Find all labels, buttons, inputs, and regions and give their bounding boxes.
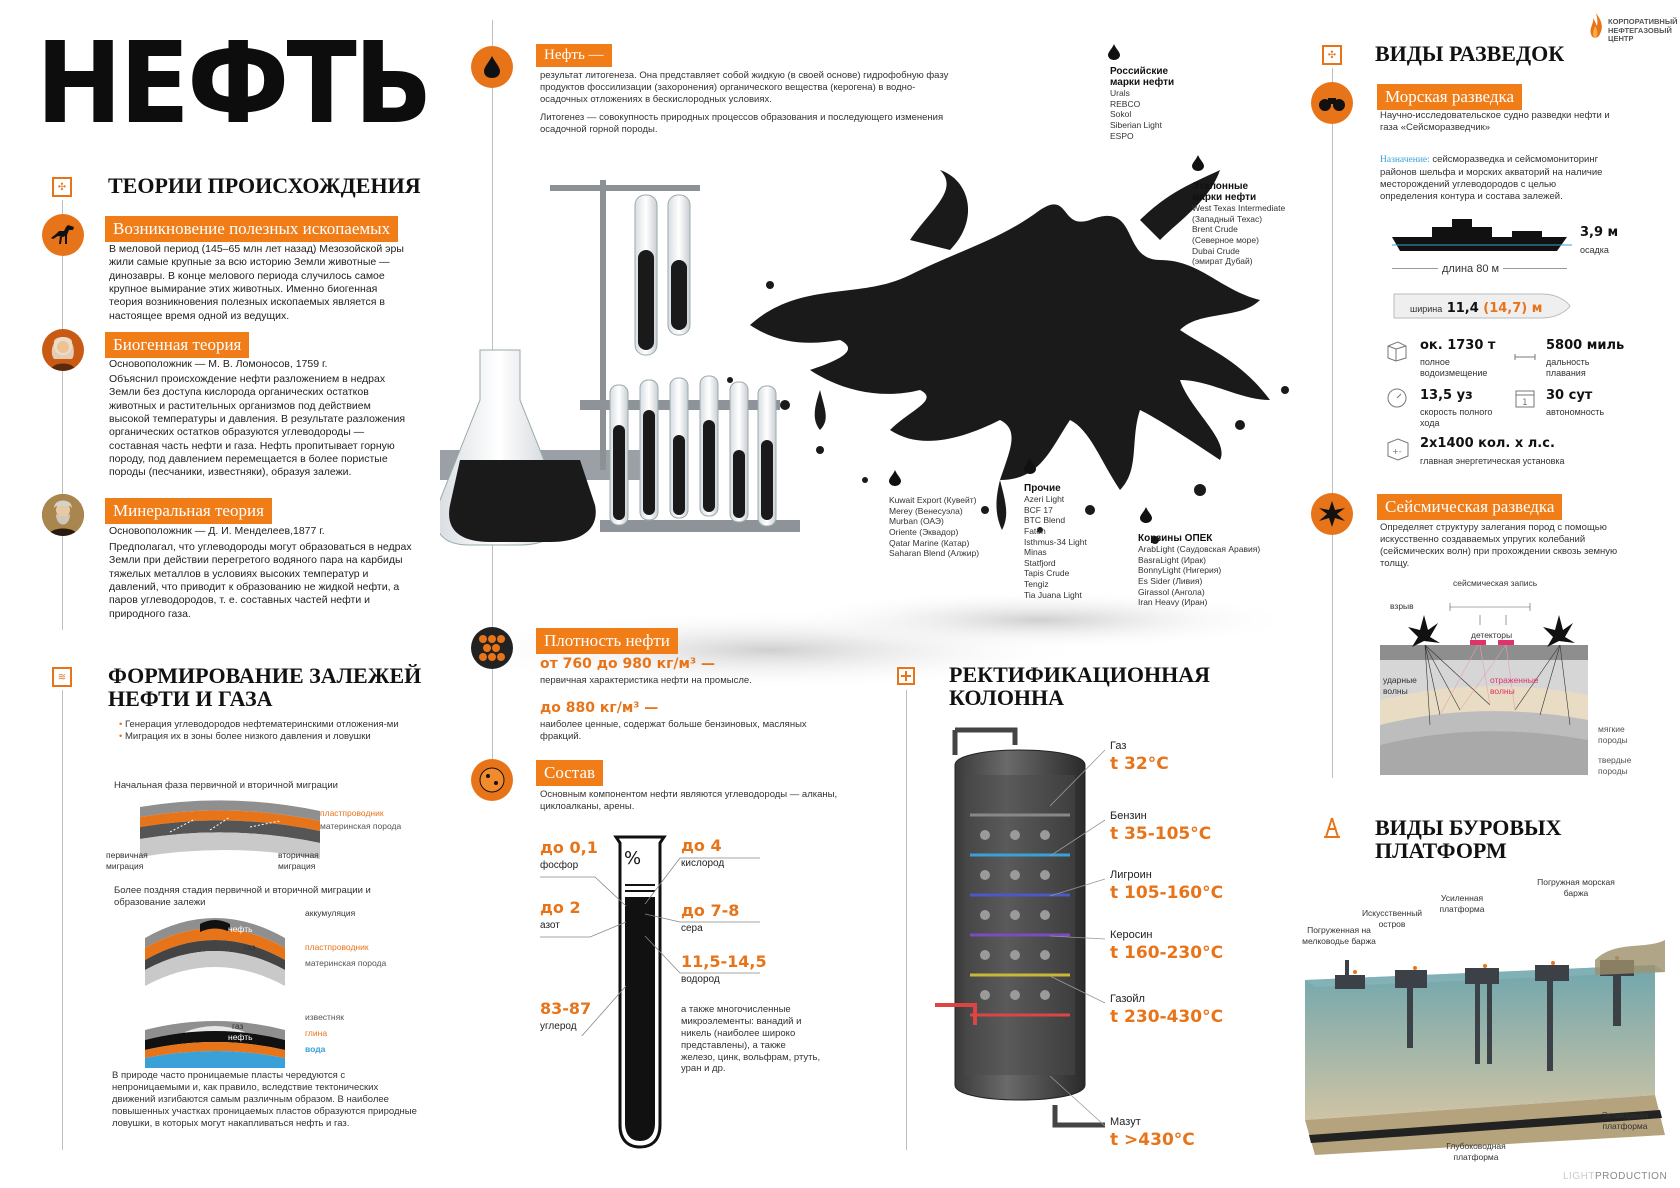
seismic-label: сейсмическая запись [1453, 578, 1538, 588]
dinosaur-icon [42, 214, 84, 256]
platform-label: Эстакадная платформа [1601, 1110, 1649, 1131]
seismic-label: взрыв [1390, 601, 1414, 611]
formation-bullets [109, 719, 419, 743]
definition-text-1: результат литогенеза. Она представляет собой жидкую (в своей основе) гидрофобную фазу продуктов фоссилизации (захоронения) органического вещества (керогена) в водно-осадочных отложениях в бескислородных условиях. [540, 70, 949, 105]
marks-reference: Эталонные марки нефти West Texas Intermediate (Западный Техас) Brent Crude (Северное море) Dubai Crude (эмират Дубай) [1192, 181, 1286, 267]
theory-2-text: Объяснил происхождение нефти разложением в недрах Земли без доступа кислорода органических остатков животных и растительных организмов под действием высокой температуры и давления. В результате разложения органических остатков образуются углеводороды — составная часть нефти и газа. Нефть пропитывает горную породу, под давлением перемещается в более пористые породы (песчаники, известняки), образуя залежи. [109, 373, 406, 479]
density-text-1: первичная характеристика нефти на промысле. [540, 675, 752, 686]
percent-label: % [624, 848, 642, 869]
fraction-temp: t 230-430°C [1110, 1007, 1224, 1027]
platform-label: Глубоководная платформа [1446, 1141, 1506, 1162]
fraction-leaders [1050, 746, 1112, 1146]
d1-label: вторичная миграция [278, 850, 319, 871]
gauge-icon [1386, 387, 1408, 414]
calendar-icon [1514, 387, 1536, 414]
stat-label: автономность [1546, 407, 1605, 417]
theory-1-title: Возникновение полезных ископаемых [105, 216, 398, 242]
fraction-name: Керосин [1110, 929, 1153, 941]
logo [1587, 12, 1605, 47]
d3-label: известняк [305, 1012, 344, 1022]
seismic-label: твердые породы [1598, 755, 1632, 776]
formation-bullet: • Генерация углеводородов нефтематеринскими отложения-ми [119, 719, 419, 731]
credit: LIGHTPRODUCTION [1563, 1171, 1668, 1182]
density-value-1: от 760 до 980 кг/м³ — [540, 656, 715, 672]
oil-drop-icon [1108, 44, 1120, 65]
length-label: длина 80 м [1438, 263, 1503, 276]
theory-2-founder: Основоположник — М. В. Ломоносов, 1759 г. [109, 358, 328, 370]
seismic-text: Определяет структуру залегания пород с помощью искусственно создаваемых упругих колебаний (сейсмических волн) при прохождении сквозь земную толщу. [1380, 522, 1618, 569]
cube-icon [1386, 340, 1408, 367]
flame-icon [1587, 12, 1605, 42]
density-tag: Плотность нефти [536, 628, 678, 654]
stat-value: ок. 1730 т [1420, 338, 1496, 353]
d3-label: нефть [228, 1032, 253, 1042]
comp-label: водород [681, 974, 720, 985]
comp-label: сера [681, 923, 703, 934]
stat-label: скорость полного хода [1420, 407, 1493, 428]
composition-leaders [540, 856, 760, 1036]
comp-label: кислород [681, 858, 725, 869]
comp-value: до 7-8 [681, 901, 740, 920]
oil-drop-icon [1192, 155, 1204, 176]
theory-3-text: Предполагал, что углеводороды могут образоваться в недрах Земли при действии перегретого водяного пара на карбиды тяжелых металлов в условиях высоких температур и давлений, что приводит к образованию не жидкой нефти, а паров углеводородов, т. е. составных частей нефти и природного газа. [109, 541, 412, 620]
density-value-2: до 880 кг/м³ — [540, 700, 659, 716]
micro-elements: а также многочисленные микроэлементы: ванадий и никель (наиболее широко представлены), а также железо, цинк, вольфрам, ртуть, уран и др. [681, 1004, 821, 1075]
stat-value: 2х1400 кол. х л.с. [1420, 436, 1555, 451]
stat-label: главная энергетическая установка [1420, 456, 1565, 466]
d1-label: пластпроводник [320, 808, 384, 818]
marks-other-left: Kuwait Export (Кувейт) Merey (Венесуэла) Murban (ОАЭ) Oriente (Эквадор) Qatar Marine (Катар) Saharan Blend (Алжир) [889, 495, 980, 559]
stat-value: 13,5 уз [1420, 388, 1473, 403]
oil-drop-icon [889, 470, 901, 491]
ship-side-view [1392, 217, 1572, 257]
fraction-name: Газойл [1110, 993, 1145, 1005]
definition-tag: Нефть — [536, 44, 612, 67]
composition-text: Основным компонентом нефти являются углеводороды — алканы, циклоалканы, арены. [540, 789, 838, 812]
fraction-temp: t 160-230°C [1110, 943, 1224, 963]
d2-label: нефть [228, 924, 253, 934]
comp-value: до 4 [681, 836, 722, 855]
comp-value: до 0,1 [540, 838, 598, 857]
fraction-name: Мазут [1110, 1116, 1141, 1128]
seismic-label: отраженные волны [1490, 675, 1539, 696]
blast-icon [1311, 493, 1353, 535]
migration-diagram-2 [145, 908, 285, 988]
fraction-temp: t 35-105°C [1110, 824, 1212, 844]
trap-diagram [145, 1012, 285, 1068]
formation-line [62, 690, 63, 1150]
lomonosov-portrait [42, 329, 84, 371]
comp-label: азот [540, 920, 560, 931]
column-heading: РЕКТИФИКАЦИОННАЯ КОЛОННА [949, 662, 1211, 711]
seismic-tag: Сейсмическая разведка [1377, 494, 1562, 520]
stat-value: 30 сут [1546, 388, 1593, 403]
d3-label: газ [232, 1021, 244, 1031]
timeline-line [62, 200, 63, 630]
marks-other: Прочие Azeri Light BCF 17 BTC Blend Fateh Isthmus-34 Light Minas Statfjord Tapis Crude Tengiz Tia Juana Light [1024, 483, 1087, 600]
exploration-heading: ВИДЫ РАЗВЕДОК [1375, 41, 1565, 66]
formation-bullet: • Миграция их в зоны более низкого давления и ловушки [119, 731, 419, 743]
binoculars-icon [1311, 82, 1353, 124]
d1-label: первичная миграция [106, 850, 148, 871]
theory-2-title: Биогенная теория [105, 332, 249, 358]
definition-text-2: Литогенез — совокупность природных процессов образования и последующего изменения осадочной горной породы. [540, 112, 944, 135]
d3-label: вода [305, 1044, 326, 1054]
grid-icon: ✣ [1322, 45, 1342, 65]
oil-drop-icon [471, 46, 513, 88]
oil-drop-icon [1024, 458, 1036, 479]
page-title: НЕФТЬ [36, 19, 430, 149]
marks-opec: Корзины ОПЕК ArabLight (Саудовская Аравия) BasraLight (Ирак) BonnyLight (Нигерия) Es Sider (Ливия) Girassol (Ангола) Iran Heavy (Иран) [1138, 533, 1261, 608]
column-line [906, 690, 907, 1150]
seismic-label: детекторы [1471, 630, 1513, 640]
d2-label: пластпроводник [305, 942, 369, 952]
fraction-temp: t >430°C [1110, 1130, 1195, 1150]
right-line [1332, 68, 1333, 778]
platform-label: Усиленная платформа [1439, 893, 1485, 914]
draft-label: осадка [1580, 245, 1609, 255]
marine-purpose: Назначение: сейсморазведка и сейсмомониторинг районов шельфа и морских акваторий на наличие месторождений углеводородов с целью определения контура и состава залежей. [1380, 154, 1603, 202]
marks-russian: Российские марки нефти Urals REBCO Sokol Siberian Light ESPO [1110, 66, 1175, 141]
density-text-2: наиболее ценные, содержат больше бензиновых, масляных фракций. [540, 719, 807, 742]
logo-text: КОРПОРАТИВНЫЙ НЕФТЕГАЗОВЫЙ ЦЕНТР [1608, 17, 1678, 44]
width-readout: ширина 11,4 (14,7) м [1410, 301, 1543, 316]
grid-icon: ✣ [52, 177, 72, 197]
formation-footer: В природе часто проницаемые пласты чередуются с непроницаемыми и, как правило, вследствие тектонических движений изгибаются самым различным образом. В наиболее повышенных участках проницаемых пластов образуются природные ловушки, в которых могут накапливаться нефть и газ. [112, 1070, 417, 1129]
platform-label: Искусственный остров [1361, 908, 1423, 929]
drop-circle-icon [471, 759, 513, 801]
d3-label: глина [305, 1028, 328, 1038]
layers-icon: ≋ [52, 667, 72, 687]
seismic-label: ударные волны [1383, 675, 1417, 696]
seismic-label: мягкие породы [1598, 724, 1628, 745]
formation-heading: ФОРМИРОВАНИЕ ЗАЛЕЖЕЙ НЕФТИ И ГАЗА [108, 663, 422, 712]
distance-icon [1514, 348, 1536, 366]
stat-value: 5800 миль [1546, 338, 1625, 353]
oil-drop-icon [1140, 507, 1152, 528]
svg-text:1: 1 [1522, 398, 1528, 408]
comp-value: 11,5-14,5 [681, 952, 767, 971]
platform-label: Погружная морская баржа [1537, 877, 1615, 898]
comp-value: до 2 [540, 898, 581, 917]
draft-value: 3,9 м [1580, 225, 1619, 240]
fraction-name: Бензин [1110, 810, 1147, 822]
fraction-temp: t 32°C [1110, 754, 1169, 774]
marine-text: Научно-исследовательское судно разведки нефти и газа «Сейсморазведчик» [1380, 110, 1610, 133]
theory-3-founder: Основоположник — Д. И. Менделеев,1877 г. [109, 525, 325, 537]
diagram1-caption: Начальная фаза первичной и вторичной миграции [114, 780, 338, 791]
comp-label: углерод [540, 1021, 577, 1032]
stat-label: полное водоизмещение [1420, 357, 1488, 378]
svg-text:+-: +- [1392, 447, 1402, 456]
diagram2-caption: Более поздняя стадия первичной и вторичной миграции и образование залежи [114, 885, 371, 908]
comp-label: фосфор [540, 860, 579, 871]
theory-1-text: В меловой период (145–65 млн лет назад) Мезозойской эры жили самые крупные за всю историю Земли животные — динозавры. В конце мелового периода случилось самое крупное вымирание этих животных. Именно биогенная теория возникновения полезных ископаемых является в настоящее время одной из ведущих. [109, 243, 404, 322]
platform-label: Погруженная на мелководье баржа [1302, 925, 1376, 946]
fraction-name: Лигроин [1110, 869, 1152, 881]
theory-3-title: Минеральная теория [105, 498, 272, 524]
mendeleev-portrait [42, 494, 84, 536]
plus-icon [896, 666, 916, 686]
composition-tag: Состав [536, 760, 603, 786]
fraction-name: Газ [1110, 740, 1127, 752]
marine-tag: Морская разведка [1377, 84, 1522, 110]
d2-label: материнская порода [305, 958, 387, 968]
d2-label: газ [244, 942, 256, 952]
comp-value: 83-87 [540, 999, 592, 1018]
engine-icon [1386, 437, 1410, 466]
platforms-heading: ВИДЫ БУРОВЫХ ПЛАТФОРМ [1375, 815, 1562, 864]
stat-label: дальность плавания [1546, 357, 1590, 378]
molecules-icon [471, 627, 513, 669]
theories-heading: ТЕОРИИ ПРОИСХОЖДЕНИЯ [108, 173, 421, 198]
d2-label: аккумуляция [305, 908, 356, 918]
derrick-icon [1322, 818, 1342, 838]
d1-label: материнская порода [320, 821, 402, 831]
fraction-temp: t 105-160°C [1110, 883, 1224, 903]
